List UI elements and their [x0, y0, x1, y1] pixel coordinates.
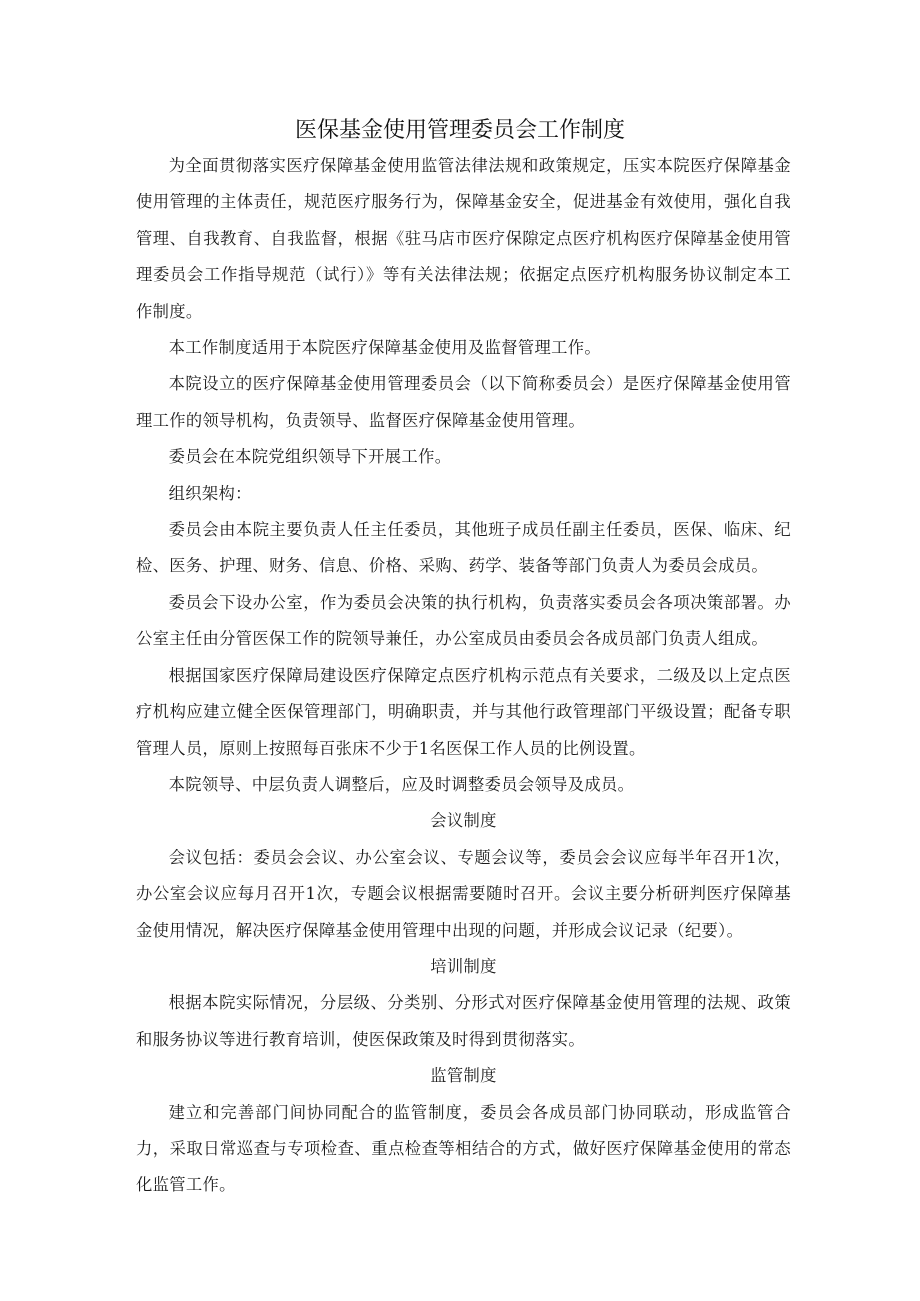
- document-body: [136, 148, 791, 1204]
- paragraph-org-structure-label: 组织架构：: [168, 483, 252, 503]
- document-title: 医保基金使用管理委员会工作制度: [294, 118, 625, 143]
- section-heading-supervision: 监管制度: [430, 1066, 497, 1086]
- paragraph-office: 委员会下设办公室，作为委员会决策的执行机构，负责落实委员会各项决策部署。办公室主任由分管医保工作的院领导兼任，办公室成员由委员会各成员部门负责人组成。: [136, 592, 791, 649]
- paragraph-supervision: 建立和完善部门间协同配合的监管制度，委员会各成员部门协同联动，形成监管合力，采取日常巡查与专项检查、重点检查等相结合的方式，做好医疗保障基金使用的常态化监管工作。: [136, 1102, 791, 1195]
- section-heading-training: 培训制度: [430, 956, 497, 976]
- paragraph-committee: 本院设立的医疗保障基金使用管理委员会（以下简称委员会）是医疗保障基金使用管理工作的领导机构，负责领导、监督医疗保障基金使用管理。: [136, 374, 791, 430]
- paragraph-training: 根据本院实际情况，分层级、分类别、分形式对医疗保障基金使用管理的法规、政策和服务协议等进行教育培训，使医保政策及时得到贯彻落实。: [136, 993, 791, 1049]
- paragraph-requirements: 根据国家医疗保障局建设医疗保障定点医疗机构示范点有关要求，二级及以上定点医疗机构应建立健全医保管理部门，明确职责，并与其他行政管理部门平级设置；配备专职管理人员，原则上按照每百张床不少于1名医保工作人员的比例设置。: [136, 665, 791, 758]
- paragraph-meeting: 会议包括：委员会会议、办公室会议、专题会议等，委员会会议应每半年召开1次，办公室会议应每月召开1次，专题会议根据需要随时召开。会议主要分析研判医疗保障基金使用情况，解决医疗保障基金使用管理中出现的问题，并形成会议记录（纪要）。: [136, 847, 791, 940]
- section-heading-meeting: 会议制度: [430, 811, 497, 831]
- paragraph-members: 委员会由本院主要负责人任主任委员，其他班子成员任副主任委员，医保、临床、纪检、医务、护理、财务、信息、价格、采购、药学、装备等部门负责人为委员会成员。: [136, 520, 791, 576]
- paragraph-party-leadership: 委员会在本院党组织领导下开展工作。: [168, 447, 452, 467]
- paragraph-intro: 为全面贯彻落实医疗保障基金使用监管法律法规和政策规定，压实本院医疗保障基金使用管理的主体责任，规范医疗服务行为，保障基金安全，促进基金有效使用，强化自我管理、自我教育、自我监督，根据《驻马店市医疗保隙定点医疗机构医疗保障基金使用管理委员会工作指导规范（试行）》等有关法律法规；依据定点医疗机构服务协议制定本工作制度。: [136, 156, 791, 321]
- paragraph-adjustment: 本院领导、中层负责人调整后，应及时调整委员会领导及成员。: [168, 774, 635, 794]
- paragraph-scope: 本工作制度适用于本院医疗保障基金使用及监督管理工作。: [168, 338, 602, 358]
